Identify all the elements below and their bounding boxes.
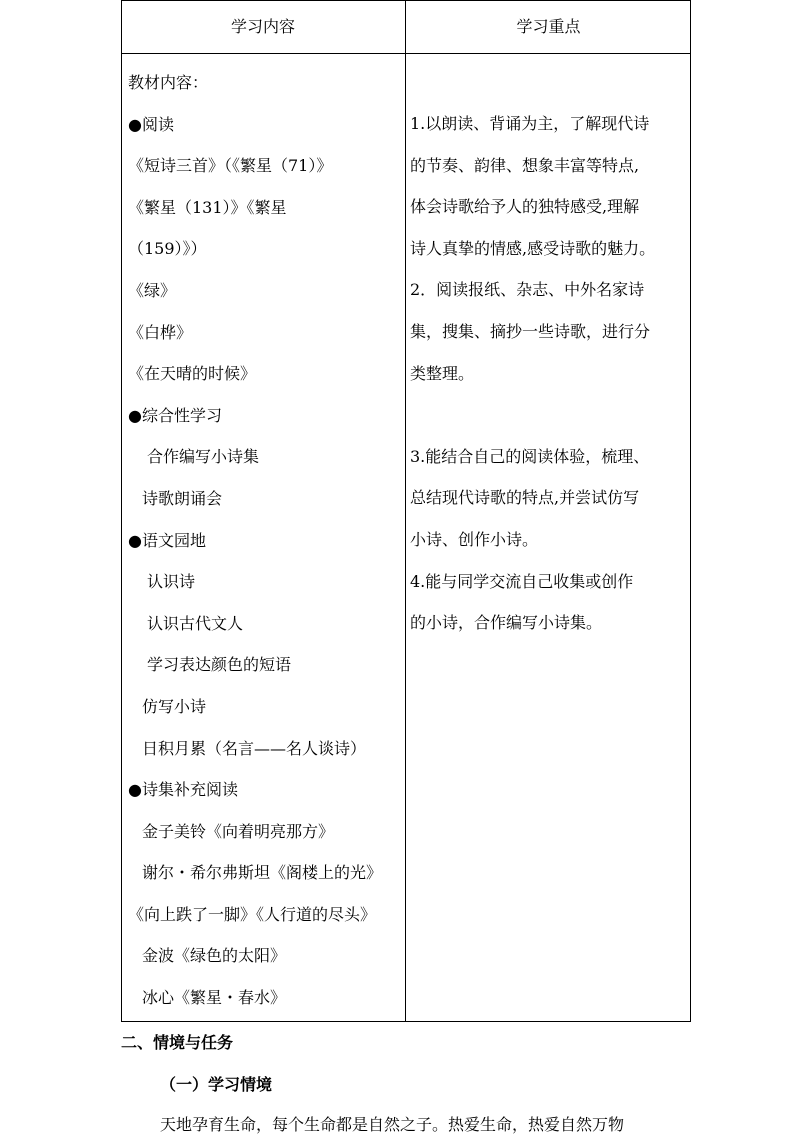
learning-content-column [128, 62, 408, 1019]
content-line: ●语文园地 [128, 530, 206, 550]
content-line: 冰心《繁星・春水》 [142, 988, 287, 1008]
content-line: 合作编写小诗集 [147, 447, 260, 467]
content-line: 《在天晴的时候》 [128, 364, 257, 384]
table-header-left: 学习内容 [230, 17, 295, 36]
table-header-divider [121, 53, 691, 54]
content-line: 金子美铃《向着明亮那方》 [142, 821, 335, 841]
focus-line: 2．阅读报纸、杂志、中外名家诗 [410, 280, 645, 300]
content-line: 教材内容： [128, 73, 209, 92]
focus-line: 3.能结合自己的阅读体验，梳理、 [410, 446, 650, 466]
paragraph-partial-line: 天地孕育生命，每个生命都是自然之子。热爱生命，热爱自然万物 [160, 1115, 625, 1134]
focus-line: 集，搜集、摘抄一些诗歌，进行分 [410, 321, 651, 341]
content-line: 谢尔・希尔弗斯坦《阁楼上的光》 [142, 863, 383, 883]
content-line: ●阅读 [128, 114, 174, 134]
content-line: 仿写小诗 [142, 696, 207, 716]
content-line: 日积月累（名言——名人谈诗） [142, 738, 367, 758]
focus-line: 诗人真挚的情感,感受诗歌的魅力。 [410, 238, 656, 258]
focus-line: 1.以朗读、背诵为主，了解现代诗 [410, 114, 650, 133]
content-line: 《白桦》 [128, 322, 193, 342]
focus-spacer [410, 394, 700, 436]
table-header-right: 学习重点 [516, 17, 581, 36]
content-line: 诗歌朗诵会 [142, 488, 223, 508]
focus-line: 4.能与同学交流自己收集或创作 [410, 571, 634, 591]
focus-line: 的节奏、韵律、想象丰富等特点, [410, 155, 640, 175]
content-line: 金波《绿色的太阳》 [142, 946, 287, 966]
focus-line: 总结现代诗歌的特点,并尝试仿写 [410, 488, 640, 508]
focus-line: 的小诗，合作编写小诗集。 [410, 613, 603, 633]
focus-line: 类整理。 [410, 363, 475, 383]
content-line: 《繁星（131）》《繁星 [128, 197, 287, 217]
content-line: 《绿》 [128, 280, 177, 300]
content-line: ●诗集补充阅读 [128, 780, 238, 800]
content-line: 学习表达颜色的短语 [147, 655, 292, 675]
content-line: 《短诗三首》（《繁星（71）》 [128, 156, 333, 176]
focus-line: 体会诗歌给予人的独特感受,理解 [410, 197, 640, 217]
content-line: （159）》） [128, 239, 207, 259]
focus-line: 小诗、创作小诗。 [410, 529, 539, 549]
content-line: 认识诗 [147, 572, 196, 592]
content-line: 《向上跌了一脚》《人行道的尽头》 [128, 904, 377, 924]
section-heading: 二、情境与任务 [121, 1033, 234, 1052]
content-line: ●综合性学习 [128, 405, 222, 425]
subsection-heading: （一）学习情境 [160, 1075, 273, 1094]
learning-focus-column [410, 103, 700, 644]
content-line: 认识古代文人 [147, 613, 244, 633]
